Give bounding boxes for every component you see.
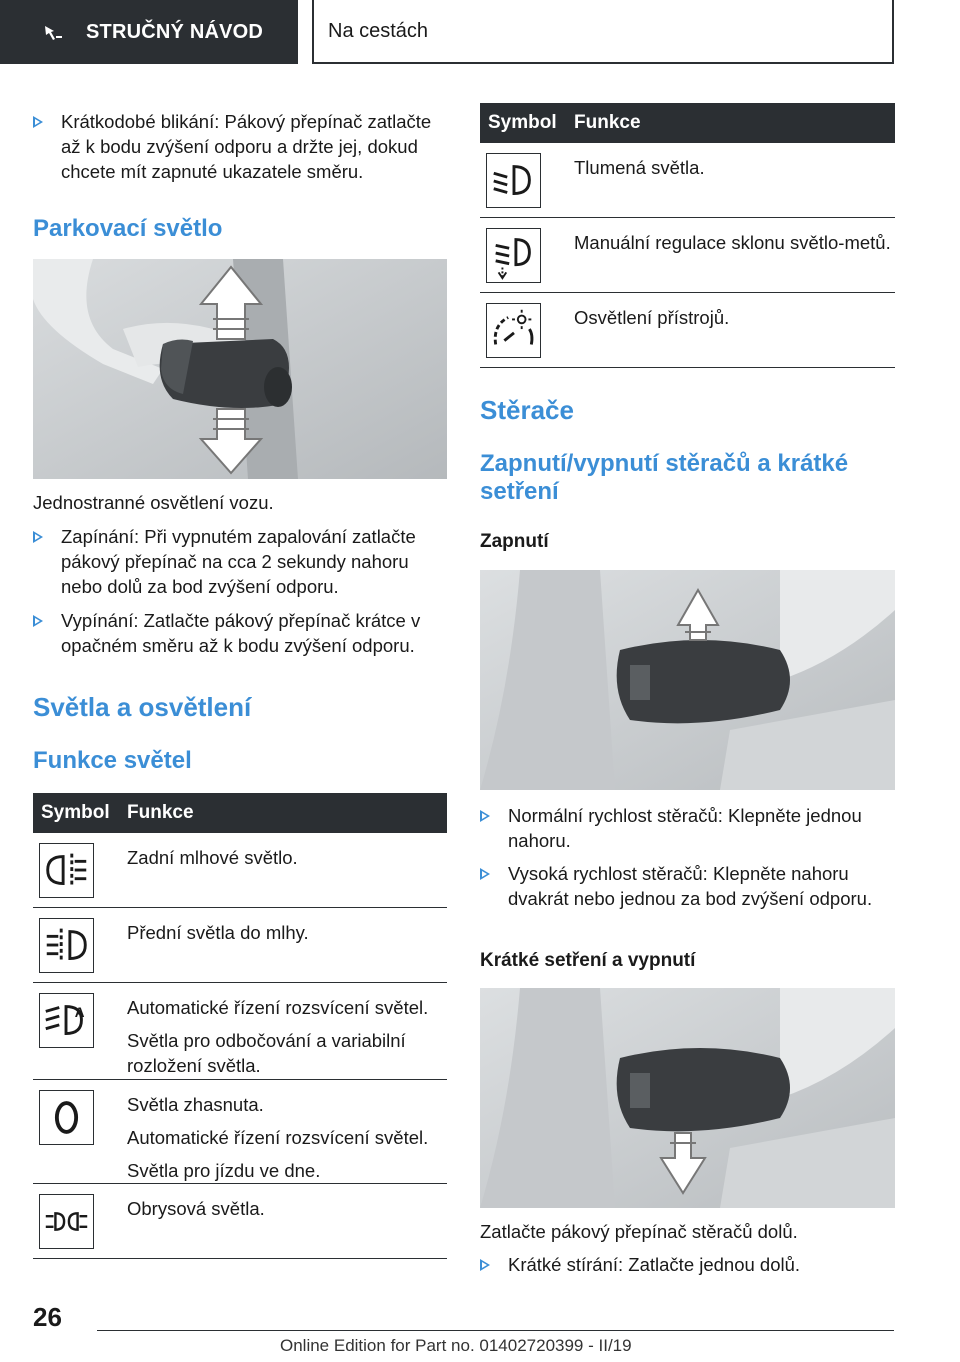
auto-headlight-icon (39, 993, 94, 1048)
list-item: Zapínání: Při vypnutém zapalování zatlačte pákový přepínač na cca 2 sekundy nahoru nebo dolů za bod zvýšení odporu. (33, 524, 447, 599)
functions-heading: Funkce světel (33, 747, 192, 774)
front-fog-light-icon (39, 918, 94, 973)
lights-functions-table (33, 793, 447, 1259)
table-row (33, 1080, 447, 1184)
wipers-heading: Stěrače (480, 395, 574, 425)
chapter-title: STRUČNÝ NÁVOD (86, 20, 264, 43)
column-header-function: Funkce (127, 802, 194, 823)
column-header-function: Funkce (574, 112, 641, 133)
row-text: Světla zhasnuta. (127, 1094, 264, 1115)
row-text: Přední světla do mlhy. (127, 922, 309, 943)
row-text: Manuální regulace sklonu světlo-metů. (574, 232, 891, 253)
table-row (33, 1184, 447, 1259)
footer-divider (97, 1330, 894, 1331)
list-item: Normální rychlost stěračů: Klepněte jednou nahoru. (480, 803, 895, 853)
parking-heading: Parkovací světlo (33, 215, 223, 242)
chapter-tab[interactable] (0, 0, 298, 64)
short-wipe-caption: Zatlačte pákový přepínač stěračů dolů. (480, 1221, 798, 1242)
column-header-symbol: Symbol (488, 112, 557, 133)
list-item: Vypínání: Zatlačte pákový přepínač krátce v opačném směru až k bodu zvýšení odporu. (33, 608, 447, 658)
wiper-down-illustration (480, 988, 895, 1208)
section-title: Na cestách (328, 19, 429, 42)
parking-light-illustration (33, 259, 447, 479)
row-text: Obrysová světla. (127, 1198, 265, 1219)
table-header (480, 103, 895, 143)
parking-lights-icon (39, 1194, 94, 1249)
table-row (480, 143, 895, 218)
row-text: Zadní mlhové světlo. (127, 847, 298, 868)
row-text: Světla pro odbočování a variabilní rozložení světla. (127, 1030, 406, 1076)
lights-heading: Světla a osvětlení (33, 692, 252, 722)
bullet-triangle-icon (480, 810, 490, 822)
row-text: Automatické řízení rozsvícení světel. (127, 997, 429, 1018)
page-number: 26 (33, 1302, 62, 1332)
lights-off-icon (39, 1090, 94, 1145)
row-text: Tlumená světla. (574, 157, 705, 178)
table-row (33, 833, 447, 908)
bullet-triangle-icon (33, 116, 43, 128)
row-text: Světla pro jízdu ve dne. (127, 1160, 321, 1181)
table-row (33, 908, 447, 983)
table-row (480, 293, 895, 368)
table-header (33, 793, 447, 833)
list-item: Vysoká rychlost stěračů: Klepněte nahoru dvakrát nebo jednou za bod zvýšení odporu. (480, 861, 895, 911)
short-wipe-heading: Krátké setření a vypnutí (480, 950, 696, 971)
row-text: Osvětlení přístrojů. (574, 307, 730, 328)
table-row (33, 983, 447, 1080)
edition-note: Online Edition for Part no. 01402720399 - II/19 (280, 1336, 632, 1355)
car-arrow-icon (42, 22, 64, 44)
low-beam-icon (486, 153, 541, 208)
parking-caption: Jednostranné osvětlení vozu. (33, 492, 274, 513)
rear-fog-light-icon (39, 843, 94, 898)
table-row (480, 218, 895, 293)
section-tab[interactable] (312, 0, 894, 64)
on-heading: Zapnutí (480, 531, 549, 552)
instrument-lighting-icon (486, 303, 541, 358)
bullet-triangle-icon (480, 1259, 490, 1271)
bullet-triangle-icon (480, 868, 490, 880)
headlight-range-icon (486, 228, 541, 283)
row-text: Automatické řízení rozsvícení světel. (127, 1127, 429, 1148)
list-item: Krátkodobé blikání: Pákový přepínač zatlačte až k bodu zvýšení odporu a držte jej, dokud chcete mít zapnuté ukazatele směru. (33, 109, 447, 184)
bullet-triangle-icon (33, 531, 43, 543)
column-header-symbol: Symbol (41, 802, 110, 823)
bullet-triangle-icon (33, 615, 43, 627)
wiper-up-illustration (480, 570, 895, 790)
wipers-subheading: Zapnutí/vypnutí stěračů a krátké setření (480, 450, 849, 505)
lights-functions-table-cont (480, 103, 895, 368)
list-item: Krátké stírání: Zatlačte jednou dolů. (480, 1252, 895, 1277)
svg-text:A: A (74, 1005, 85, 1021)
